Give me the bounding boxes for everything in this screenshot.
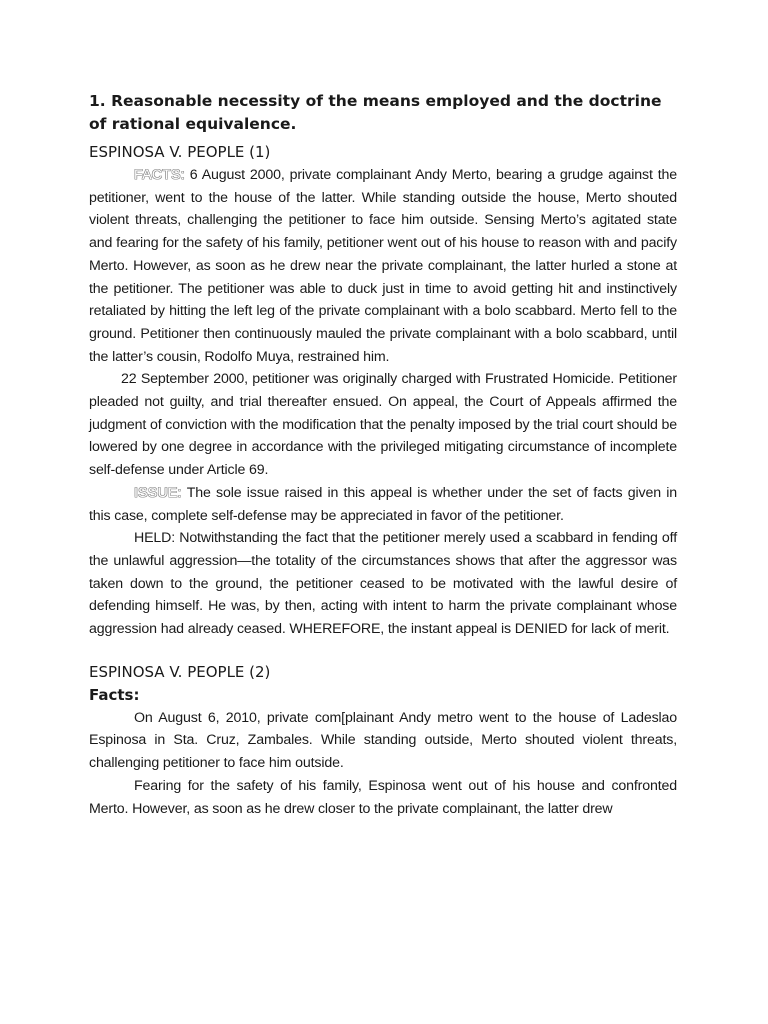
section-heading: 1. Reasonable necessity of the means employed and the doctrine of rational equivalence.	[89, 92, 662, 133]
case-2-facts-paragraph-1: On August 6, 2010, private com[plainant Andy metro went to the house of Ladeslao Espinosa in Sta. Cruz, Zambales. While standing outside, Merto shouted violent threats, challenging petitioner to face him outside.	[89, 709, 677, 772]
document-page	[89, 90, 677, 820]
case-1-procedure-paragraph: 22 September 2000, petitioner was originally charged with Frustrated Homicide. Petitioner pleaded not guilty, and trial thereafter ensued. On appeal, the Court of Appeals affirmed the judgment of conviction with the modification that the penalty imposed by the trial court should be lowered by one degree in accordance with the privileged mitigating circumstance of incomplete self-defense under Article 69.	[89, 371, 677, 479]
case-1-issue-label: ISSUE:	[134, 484, 182, 501]
case-2-facts-label: Facts:	[89, 685, 140, 704]
case-1-issue-text: The sole issue raised in this appeal is whether under the set of facts given in this case, complete self-defense may be appreciated in favor of the petitioner.	[89, 484, 677, 524]
case-2-facts-paragraph-2: Fearing for the safety of his family, Espinosa went out of his house and confronted Merto. However, as soon as he drew closer to the private complainant, the latter drew	[89, 777, 677, 817]
case-1-facts-text: 6 August 2000, private complainant Andy Merto, bearing a grudge against the petitioner, went to the house of the latter. While standing outside the house, Merto shouted violent threats, challenging the petitioner to face him outside. Sensing Merto’s agitated state and fearing for the safety of his family, petitioner went out of his house to reason with and pacify Merto. However, as soon as he drew near the private complainant, the latter hurled a stone at the petitioner. The petitioner was able to duck just in time to avoid getting hit and instinctively retaliated by hitting the left leg of the private complainant with a bolo scabbard. Merto fell to the ground. Petitioner then continuously mauled the private complainant with a bolo scabbard, until the latter’s cousin, Rodolfo Muya, restrained him.	[89, 167, 677, 365]
case-1-facts-paragraph	[89, 164, 677, 368]
case-1-title: ESPINOSA V. PEOPLE (1)	[89, 143, 271, 161]
case-1-issue-paragraph	[89, 482, 677, 527]
case-2-title: ESPINOSA V. PEOPLE (2)	[89, 662, 271, 681]
case-1-facts-label: FACTS:	[134, 167, 185, 183]
case-1-held-paragraph: HELD: Notwithstanding the fact that the petitioner merely used a scabbard in fending off the unlawful aggression—the totality of the circumstances shows that after the aggressor was taken down to the ground, the petitioner ceased to be motivated with the lawful desire of defending himself. He was, by then, acting with intent to harm the private complainant whose aggression had already ceased. WHEREFORE, the instant appeal is DENIED for lack of merit.	[89, 530, 677, 638]
